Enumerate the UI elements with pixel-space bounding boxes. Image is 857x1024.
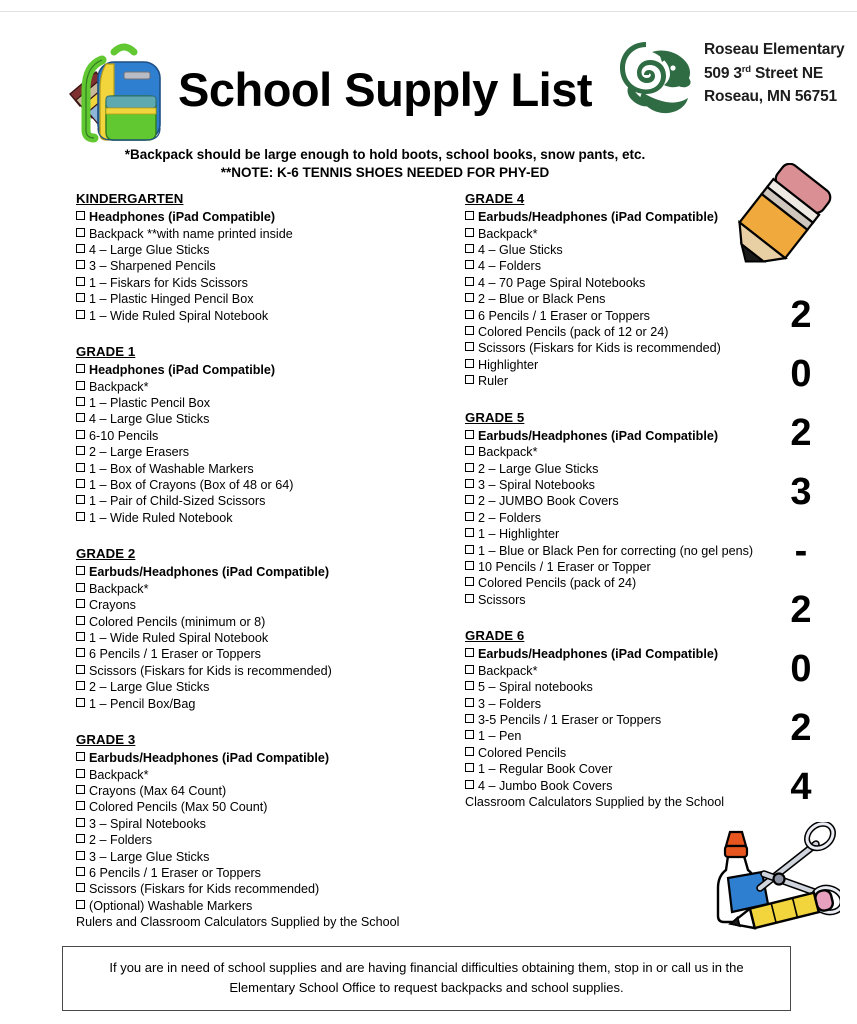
supply-item-label: 4 – Large Glue Sticks bbox=[89, 412, 210, 427]
checkbox-icon[interactable] bbox=[465, 763, 474, 772]
grade-block bbox=[76, 343, 456, 526]
school-year-character: - bbox=[794, 530, 808, 572]
checkbox-icon[interactable] bbox=[76, 293, 85, 302]
supply-item-label: 10 Pencils / 1 Eraser or Topper bbox=[478, 560, 651, 575]
supply-item-label: Scissors (Fiskars for Kids is recommended) bbox=[89, 663, 332, 678]
document-header bbox=[0, 24, 857, 139]
supply-item[interactable] bbox=[76, 679, 456, 695]
supply-item[interactable] bbox=[465, 543, 755, 559]
checkbox-icon[interactable] bbox=[465, 714, 474, 723]
checkbox-icon[interactable] bbox=[465, 430, 474, 439]
supply-item[interactable] bbox=[76, 799, 456, 815]
checkbox-icon[interactable] bbox=[465, 326, 474, 335]
supply-item[interactable] bbox=[76, 275, 456, 291]
supply-item-label: Crayons (Max 64 Count) bbox=[89, 784, 227, 798]
supply-item-label: 4 – Jumbo Book Covers bbox=[478, 778, 613, 793]
supply-item[interactable] bbox=[76, 477, 456, 493]
supply-item[interactable] bbox=[465, 324, 755, 340]
supply-item[interactable] bbox=[465, 275, 755, 291]
grade-heading: GRADE 1 bbox=[76, 344, 136, 359]
grade-block bbox=[465, 190, 755, 390]
supply-item-label: Highlighter bbox=[478, 357, 539, 372]
school-address-block bbox=[704, 38, 844, 109]
supply-item-label: 2 – Folders bbox=[478, 510, 541, 525]
school-identity bbox=[616, 32, 846, 124]
supply-item[interactable] bbox=[76, 750, 456, 766]
checkbox-icon[interactable] bbox=[76, 867, 85, 876]
supply-item[interactable] bbox=[76, 510, 456, 526]
supply-item-label: 2 – Large Erasers bbox=[89, 445, 190, 460]
checkbox-icon[interactable] bbox=[76, 616, 85, 625]
supply-item-label: 4 – 70 Page Spiral Notebooks bbox=[478, 275, 646, 290]
checkbox-icon[interactable] bbox=[76, 310, 85, 319]
supply-item-label: 2 – Large Glue Sticks bbox=[89, 680, 210, 695]
supply-item[interactable] bbox=[76, 881, 456, 897]
school-supplies-icon bbox=[700, 822, 840, 934]
checkbox-icon[interactable] bbox=[465, 211, 474, 220]
checkbox-icon[interactable] bbox=[76, 665, 85, 674]
supply-item-label: 3 – Spiral Notebooks bbox=[478, 478, 595, 492]
supply-item-label: Scissors (Fiskars for Kids is recommended) bbox=[478, 341, 721, 356]
supply-item[interactable] bbox=[76, 461, 456, 477]
checkbox-icon[interactable] bbox=[465, 594, 474, 603]
supply-item-label: 4 – Folders bbox=[478, 259, 541, 274]
supply-item[interactable] bbox=[76, 646, 456, 662]
supply-item[interactable] bbox=[465, 728, 755, 744]
supply-item[interactable] bbox=[76, 428, 456, 444]
checkbox-icon[interactable] bbox=[465, 463, 474, 472]
tennis-shoes-note: **NOTE: K-6 TENNIS SHOES NEEDED FOR PHY-ED bbox=[220, 165, 550, 181]
checkbox-icon[interactable] bbox=[76, 430, 85, 439]
grade-block bbox=[465, 409, 755, 609]
grade-block bbox=[76, 190, 456, 324]
checkbox-icon[interactable] bbox=[465, 747, 474, 756]
checkbox-icon[interactable] bbox=[76, 244, 85, 253]
checkbox-icon[interactable] bbox=[465, 577, 474, 586]
supply-item[interactable] bbox=[76, 379, 456, 395]
pencil-icon bbox=[726, 163, 832, 275]
supply-item-label: 1 – Regular Book Cover bbox=[478, 762, 613, 777]
checkbox-icon[interactable] bbox=[465, 561, 474, 570]
checkbox-icon[interactable] bbox=[76, 818, 85, 827]
supply-item[interactable] bbox=[76, 614, 456, 630]
supply-item-label: 1 – Wide Ruled Notebook bbox=[89, 510, 233, 525]
supply-item[interactable] bbox=[465, 745, 755, 761]
checkbox-icon[interactable] bbox=[465, 446, 474, 455]
supply-item[interactable] bbox=[76, 767, 456, 783]
grade-heading: KINDERGARTEN bbox=[76, 191, 184, 206]
checkbox-icon[interactable] bbox=[76, 479, 85, 488]
supply-item[interactable] bbox=[76, 865, 456, 881]
supply-item[interactable] bbox=[465, 526, 755, 542]
ram-head-logo-icon bbox=[616, 34, 694, 120]
checkbox-icon[interactable] bbox=[76, 260, 85, 269]
supply-item-label: Backpack* bbox=[89, 379, 149, 394]
supply-item-label: 1 – Highlighter bbox=[478, 527, 560, 542]
supply-item[interactable] bbox=[76, 663, 456, 679]
checkbox-icon[interactable] bbox=[76, 785, 85, 794]
checkbox-icon[interactable] bbox=[465, 665, 474, 674]
checkbox-icon[interactable] bbox=[465, 545, 474, 554]
supply-item[interactable] bbox=[465, 357, 755, 373]
checkbox-icon[interactable] bbox=[465, 310, 474, 319]
supply-item[interactable] bbox=[465, 428, 755, 444]
supply-item[interactable] bbox=[465, 712, 755, 728]
top-divider bbox=[0, 11, 857, 12]
supply-item[interactable] bbox=[76, 258, 456, 274]
checkbox-icon[interactable] bbox=[76, 446, 85, 455]
supply-item-label: Backpack* bbox=[478, 226, 538, 241]
checkbox-icon[interactable] bbox=[465, 293, 474, 302]
supply-item[interactable] bbox=[465, 291, 755, 307]
supply-item-label: 2 – Blue or Black Pens bbox=[478, 292, 606, 307]
supply-item-label: 2 – Folders bbox=[89, 833, 152, 848]
supply-item[interactable] bbox=[76, 597, 456, 613]
school-year-character: 4 bbox=[790, 766, 812, 808]
financial-assistance-notice bbox=[62, 946, 791, 1011]
school-year-character: 0 bbox=[790, 648, 812, 690]
checkbox-icon[interactable] bbox=[76, 599, 85, 608]
supply-item-label: 2 – JUMBO Book Covers bbox=[478, 494, 619, 509]
supply-item-label: Backpack* bbox=[478, 445, 538, 460]
checkbox-icon[interactable] bbox=[76, 752, 85, 761]
supply-item-label: 1 – Wide Ruled Spiral Notebook bbox=[89, 631, 269, 645]
supply-item[interactable] bbox=[76, 630, 456, 646]
checkbox-icon[interactable] bbox=[465, 479, 474, 488]
supply-item-label: Earbuds/Headphones (iPad Compatible) bbox=[89, 751, 330, 766]
grade-footnote: Classroom Calculators Supplied by the School bbox=[465, 795, 725, 810]
checkbox-icon[interactable] bbox=[465, 528, 474, 537]
supply-item[interactable] bbox=[76, 696, 456, 712]
header-notes bbox=[0, 146, 770, 182]
supply-item[interactable] bbox=[76, 291, 456, 307]
checkbox-icon[interactable] bbox=[76, 834, 85, 843]
checkbox-icon[interactable] bbox=[465, 342, 474, 351]
supply-item-label: 1 – Blue or Black Pen for correcting (no gel pens) bbox=[478, 543, 754, 558]
supply-item[interactable] bbox=[465, 696, 755, 712]
supply-item[interactable] bbox=[465, 209, 755, 225]
supply-item[interactable] bbox=[76, 411, 456, 427]
checkbox-icon[interactable] bbox=[76, 211, 85, 220]
school-street: 509 3rd Street NE bbox=[704, 63, 823, 82]
supply-item-label: 3 – Sharpened Pencils bbox=[89, 259, 216, 274]
supply-item-label: Colored Pencils bbox=[478, 745, 567, 760]
supply-item-label: 3 – Spiral Notebooks bbox=[89, 816, 206, 831]
supply-item-label: Scissors (Fiskars for Kids recommended) bbox=[89, 882, 320, 897]
school-year-character: 2 bbox=[790, 412, 812, 454]
supply-item-label: 1 – Wide Ruled Spiral Notebook bbox=[89, 308, 269, 323]
checkbox-icon[interactable] bbox=[465, 495, 474, 504]
checkbox-icon[interactable] bbox=[465, 228, 474, 237]
supply-item-label: Headphones (iPad Compatible) bbox=[89, 210, 276, 225]
supply-item-label: 1 – Fiskars for Kids Scissors bbox=[89, 275, 248, 290]
supply-item-label: 4 – Glue Sticks bbox=[478, 242, 563, 257]
supply-item[interactable] bbox=[76, 783, 456, 799]
supply-item[interactable] bbox=[465, 575, 755, 591]
supply-item[interactable] bbox=[465, 646, 755, 662]
supply-item-label: Scissors bbox=[478, 592, 526, 607]
grade-heading: GRADE 4 bbox=[465, 191, 525, 206]
supply-item-label: 2 – Large Glue Sticks bbox=[478, 461, 599, 476]
supply-item-label: Earbuds/Headphones (iPad Compatible) bbox=[478, 428, 719, 443]
supply-item-label: 6 Pencils / 1 Eraser or Toppers bbox=[478, 308, 650, 323]
grade-block bbox=[465, 627, 755, 810]
checkbox-icon[interactable] bbox=[76, 900, 85, 909]
supply-item[interactable] bbox=[76, 493, 456, 509]
checkbox-icon[interactable] bbox=[76, 566, 85, 575]
supply-item[interactable] bbox=[76, 209, 456, 225]
supply-item-label: Headphones (iPad Compatible) bbox=[89, 363, 276, 378]
supply-item[interactable] bbox=[465, 679, 755, 695]
supply-item-label: 1 – Pencil Box/Bag bbox=[89, 696, 196, 711]
supply-item[interactable] bbox=[465, 308, 755, 324]
grade-heading: GRADE 2 bbox=[76, 546, 136, 562]
notice-text: If you are in need of school supplies and are having financial difficulties obtaining them, stop in or call us in the Elementary School Office to request backpacks and school supplies. bbox=[109, 960, 744, 996]
checkbox-icon[interactable] bbox=[465, 648, 474, 657]
supply-item[interactable] bbox=[465, 559, 755, 575]
supply-item[interactable] bbox=[76, 816, 456, 832]
supply-item-label: Backpack **with name printed inside bbox=[89, 226, 293, 241]
supply-item[interactable] bbox=[465, 340, 755, 356]
school-year-character: 2 bbox=[790, 707, 812, 749]
supply-item-label: 1 – Plastic Pencil Box bbox=[89, 395, 211, 410]
supply-item[interactable] bbox=[76, 832, 456, 848]
supply-item-label: Colored Pencils (pack of 24) bbox=[478, 576, 637, 591]
checkbox-icon[interactable] bbox=[76, 648, 85, 657]
supply-column-left bbox=[76, 190, 456, 931]
supply-item[interactable] bbox=[465, 444, 755, 460]
grade-heading: GRADE 6 bbox=[465, 628, 525, 644]
grade-block bbox=[76, 731, 456, 931]
checkbox-icon[interactable] bbox=[465, 277, 474, 286]
supply-item[interactable] bbox=[465, 226, 755, 242]
school-year-character: 2 bbox=[790, 589, 812, 631]
checkbox-icon[interactable] bbox=[465, 512, 474, 521]
school-year-character: 0 bbox=[790, 353, 812, 395]
school-city-state-zip: Roseau, MN 56751 bbox=[704, 88, 837, 106]
checkbox-icon[interactable] bbox=[465, 260, 474, 269]
checkbox-icon[interactable] bbox=[76, 851, 85, 860]
checkbox-icon[interactable] bbox=[465, 730, 474, 739]
supply-item[interactable] bbox=[465, 258, 755, 274]
supply-item-label: (Optional) Washable Markers bbox=[89, 898, 253, 913]
supply-item-label: Earbuds/Headphones (iPad Compatible) bbox=[478, 647, 719, 662]
checkbox-icon[interactable] bbox=[465, 375, 474, 384]
supply-item-label: 3 – Large Glue Sticks bbox=[89, 849, 210, 864]
supply-column-right bbox=[465, 190, 755, 810]
school-year-character: 2 bbox=[790, 294, 812, 336]
supply-item-label: Colored Pencils (pack of 12 or 24) bbox=[478, 325, 669, 339]
supply-item[interactable] bbox=[76, 581, 456, 597]
supply-item-label: Earbuds/Headphones (iPad Compatible) bbox=[478, 210, 719, 225]
supply-item[interactable] bbox=[76, 395, 456, 411]
checkbox-icon[interactable] bbox=[465, 698, 474, 707]
supply-item[interactable] bbox=[76, 242, 456, 258]
supply-item-label: 1 – Pen bbox=[478, 729, 522, 744]
checkbox-icon[interactable] bbox=[76, 228, 85, 237]
checkbox-icon[interactable] bbox=[76, 583, 85, 592]
backpack-note: *Backpack should be large enough to hold boots, school books, snow pants, etc. bbox=[124, 147, 646, 162]
checkbox-icon[interactable] bbox=[76, 801, 85, 810]
checkbox-icon[interactable] bbox=[76, 463, 85, 472]
grade-footnote: Rulers and Classroom Calculators Supplied by the School bbox=[76, 915, 400, 930]
supply-item-label: 1 – Pair of Child-Sized Scissors bbox=[89, 494, 266, 509]
supply-item[interactable] bbox=[76, 898, 456, 914]
supply-item[interactable] bbox=[465, 663, 755, 679]
school-name: Roseau Elementary bbox=[704, 41, 845, 58]
supply-item-label: Backpack* bbox=[89, 767, 149, 782]
supply-item-label: 6 Pencils / 1 Eraser or Toppers bbox=[89, 866, 261, 881]
supply-item[interactable] bbox=[76, 226, 456, 242]
supply-item[interactable] bbox=[465, 477, 755, 493]
supply-item-label: Ruler bbox=[478, 374, 509, 389]
backpack-icon bbox=[62, 32, 180, 154]
supply-item-label: Backpack* bbox=[478, 663, 538, 678]
supply-item-label: Colored Pencils (Max 50 Count) bbox=[89, 800, 268, 815]
supply-item-label: 1 – Plastic Hinged Pencil Box bbox=[89, 292, 254, 307]
page-title: School Supply List bbox=[178, 63, 593, 116]
supply-item[interactable] bbox=[76, 362, 456, 378]
grade-heading: GRADE 3 bbox=[76, 732, 136, 748]
supply-item-label: 6 Pencils / 1 Eraser or Toppers bbox=[89, 647, 261, 662]
supply-item[interactable] bbox=[465, 592, 755, 608]
checkbox-icon[interactable] bbox=[76, 495, 85, 504]
checkbox-icon[interactable] bbox=[465, 359, 474, 368]
supply-item[interactable] bbox=[465, 761, 755, 777]
checkbox-icon[interactable] bbox=[465, 780, 474, 789]
supply-item-label: 3 – Folders bbox=[478, 696, 541, 711]
checkbox-icon[interactable] bbox=[76, 769, 85, 778]
supply-item[interactable] bbox=[76, 308, 456, 324]
checkbox-icon[interactable] bbox=[76, 381, 85, 390]
supply-item[interactable] bbox=[465, 373, 755, 389]
supply-item-label: 1 – Box of Washable Markers bbox=[89, 461, 254, 476]
grade-block bbox=[76, 545, 456, 712]
supply-item-label: 4 – Large Glue Sticks bbox=[89, 242, 210, 257]
checkbox-icon[interactable] bbox=[76, 364, 85, 373]
supply-item[interactable] bbox=[465, 242, 755, 258]
supply-item-label: 3-5 Pencils / 1 Eraser or Toppers bbox=[478, 713, 662, 728]
supply-item-label: 5 – Spiral notebooks bbox=[478, 680, 593, 695]
school-year-character: 3 bbox=[790, 471, 812, 513]
school-year-vertical bbox=[770, 286, 832, 817]
checkbox-icon[interactable] bbox=[465, 244, 474, 253]
supply-item[interactable] bbox=[76, 444, 456, 460]
checkbox-icon[interactable] bbox=[76, 413, 85, 422]
supply-item[interactable] bbox=[76, 849, 456, 865]
supply-item[interactable] bbox=[76, 564, 456, 580]
supply-item-label: Crayons bbox=[89, 598, 136, 613]
supply-item-label: Earbuds/Headphones (iPad Compatible) bbox=[89, 565, 330, 580]
supply-item-label: 6-10 Pencils bbox=[89, 428, 159, 443]
checkbox-icon[interactable] bbox=[76, 397, 85, 406]
checkbox-icon[interactable] bbox=[76, 698, 85, 707]
supply-item-label: 1 – Box of Crayons (Box of 48 or 64) bbox=[89, 478, 294, 492]
supply-item[interactable] bbox=[465, 778, 755, 794]
checkbox-icon[interactable] bbox=[76, 277, 85, 286]
supply-item[interactable] bbox=[465, 461, 755, 477]
supply-item[interactable] bbox=[465, 493, 755, 509]
checkbox-icon[interactable] bbox=[76, 883, 85, 892]
grade-heading: GRADE 5 bbox=[465, 409, 525, 425]
supply-item[interactable] bbox=[465, 510, 755, 526]
supply-item-label: Colored Pencils (minimum or 8) bbox=[89, 614, 266, 629]
supply-item-label: Backpack* bbox=[89, 581, 149, 596]
checkbox-icon[interactable] bbox=[465, 681, 474, 690]
checkbox-icon[interactable] bbox=[76, 512, 85, 521]
checkbox-icon[interactable] bbox=[76, 632, 85, 641]
checkbox-icon[interactable] bbox=[76, 681, 85, 690]
